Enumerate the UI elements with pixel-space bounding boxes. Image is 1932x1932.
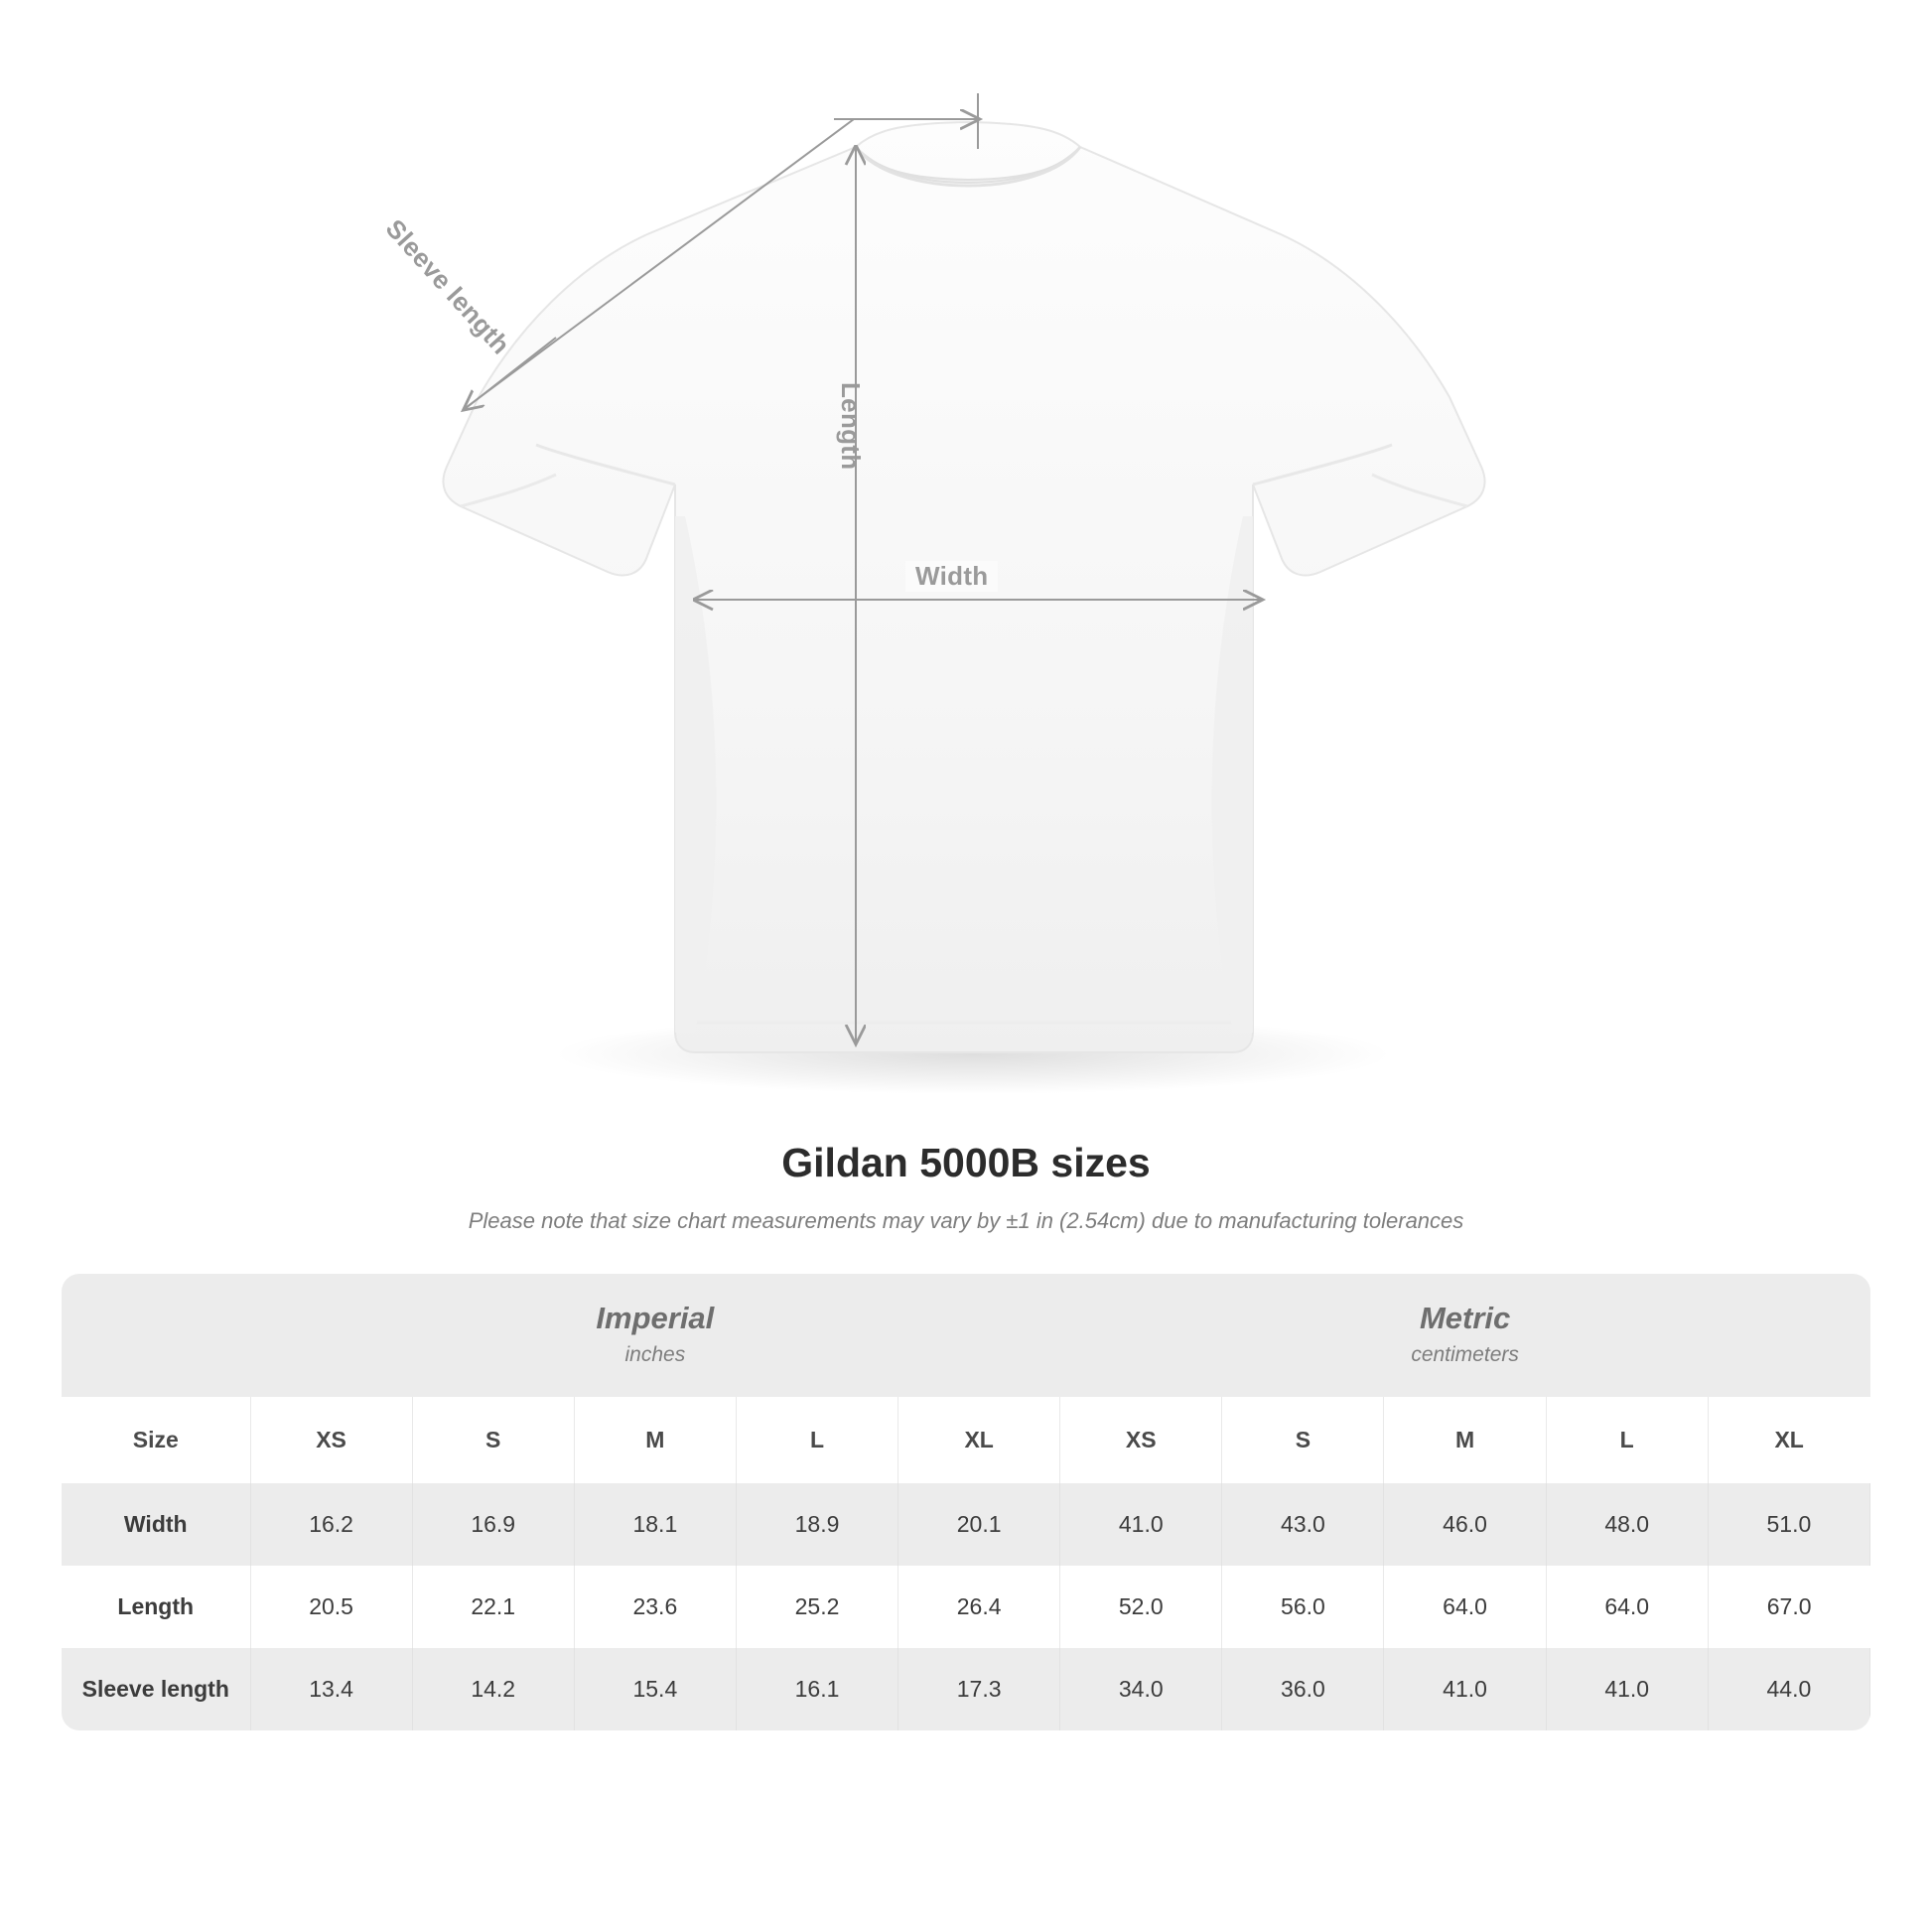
unit-group-metric xyxy=(1060,1274,1870,1397)
cell-sleeve-metric-xs: 34.0 xyxy=(1060,1648,1222,1730)
header-col-metric-s: S xyxy=(1222,1397,1384,1483)
cell-length-metric-m: 64.0 xyxy=(1384,1566,1546,1648)
cell-width-metric-s: 43.0 xyxy=(1222,1483,1384,1566)
cell-width-imperial-s: 16.9 xyxy=(412,1483,574,1566)
cell-width-imperial-xl: 20.1 xyxy=(898,1483,1060,1566)
cell-width-metric-m: 46.0 xyxy=(1384,1483,1546,1566)
header-col-imperial-m: M xyxy=(574,1397,736,1483)
unit-group-imperial-sub: inches xyxy=(624,1342,686,1366)
header-col-imperial-xl: XL xyxy=(898,1397,1060,1483)
cell-width-imperial-m: 18.1 xyxy=(574,1483,736,1566)
cell-length-imperial-l: 25.2 xyxy=(736,1566,897,1648)
cell-width-imperial-xs: 16.2 xyxy=(250,1483,412,1566)
table-row xyxy=(62,1566,1870,1648)
size-table xyxy=(62,1274,1870,1730)
cell-sleeve-imperial-xs: 13.4 xyxy=(250,1648,412,1730)
cell-width-metric-l: 48.0 xyxy=(1546,1483,1708,1566)
cell-length-metric-l: 64.0 xyxy=(1546,1566,1708,1648)
unit-group-imperial xyxy=(250,1274,1060,1397)
cell-width-metric-xl: 51.0 xyxy=(1708,1483,1869,1566)
cell-sleeve-metric-xl: 44.0 xyxy=(1708,1648,1869,1730)
unit-group-imperial-name: Imperial xyxy=(596,1301,715,1335)
cell-width-metric-xs: 41.0 xyxy=(1060,1483,1222,1566)
length-label: Length xyxy=(836,382,866,471)
header-size: Size xyxy=(62,1397,250,1483)
unit-group-row xyxy=(62,1274,1870,1397)
cell-length-imperial-xs: 20.5 xyxy=(250,1566,412,1648)
sleeve-length-label: Sleeve length xyxy=(379,213,516,360)
cell-sleeve-metric-m: 41.0 xyxy=(1384,1648,1546,1730)
cell-sleeve-imperial-l: 16.1 xyxy=(736,1648,897,1730)
cell-sleeve-imperial-xl: 17.3 xyxy=(898,1648,1060,1730)
page-title: Gildan 5000B sizes xyxy=(781,1140,1151,1185)
unit-group-metric-name: Metric xyxy=(1419,1301,1511,1335)
cell-length-imperial-s: 22.1 xyxy=(412,1566,574,1648)
page-subtitle: Please note that size chart measurements may vary by ±1 in (2.54cm) due to manufacturing tolerances xyxy=(468,1208,1464,1233)
cell-width-imperial-l: 18.9 xyxy=(736,1483,897,1566)
header-col-imperial-l: L xyxy=(736,1397,897,1483)
row-label-width: Width xyxy=(62,1483,250,1566)
cell-length-metric-s: 56.0 xyxy=(1222,1566,1384,1648)
header-col-imperial-s: S xyxy=(412,1397,574,1483)
header-col-imperial-xs: XS xyxy=(250,1397,412,1483)
cell-length-imperial-xl: 26.4 xyxy=(898,1566,1060,1648)
unit-group-metric-sub: centimeters xyxy=(1411,1342,1519,1366)
header-col-metric-xs: XS xyxy=(1060,1397,1222,1483)
size-table-wrapper xyxy=(62,1274,1870,1730)
cell-sleeve-imperial-s: 14.2 xyxy=(412,1648,574,1730)
table-row xyxy=(62,1483,1870,1566)
width-label: Width xyxy=(905,561,998,592)
row-label-sleeve-length: Sleeve length xyxy=(62,1648,250,1730)
cell-sleeve-metric-l: 41.0 xyxy=(1546,1648,1708,1730)
table-header-row xyxy=(62,1397,1870,1483)
cell-sleeve-imperial-m: 15.4 xyxy=(574,1648,736,1730)
cell-sleeve-metric-s: 36.0 xyxy=(1222,1648,1384,1730)
row-label-length: Length xyxy=(62,1566,250,1648)
table-row xyxy=(62,1648,1870,1730)
unit-blank-cell xyxy=(62,1274,250,1397)
cell-length-imperial-m: 23.6 xyxy=(574,1566,736,1648)
cell-length-metric-xs: 52.0 xyxy=(1060,1566,1222,1648)
header-col-metric-l: L xyxy=(1546,1397,1708,1483)
cell-length-metric-xl: 67.0 xyxy=(1708,1566,1869,1648)
header-col-metric-xl: XL xyxy=(1708,1397,1869,1483)
header-col-metric-m: M xyxy=(1384,1397,1546,1483)
